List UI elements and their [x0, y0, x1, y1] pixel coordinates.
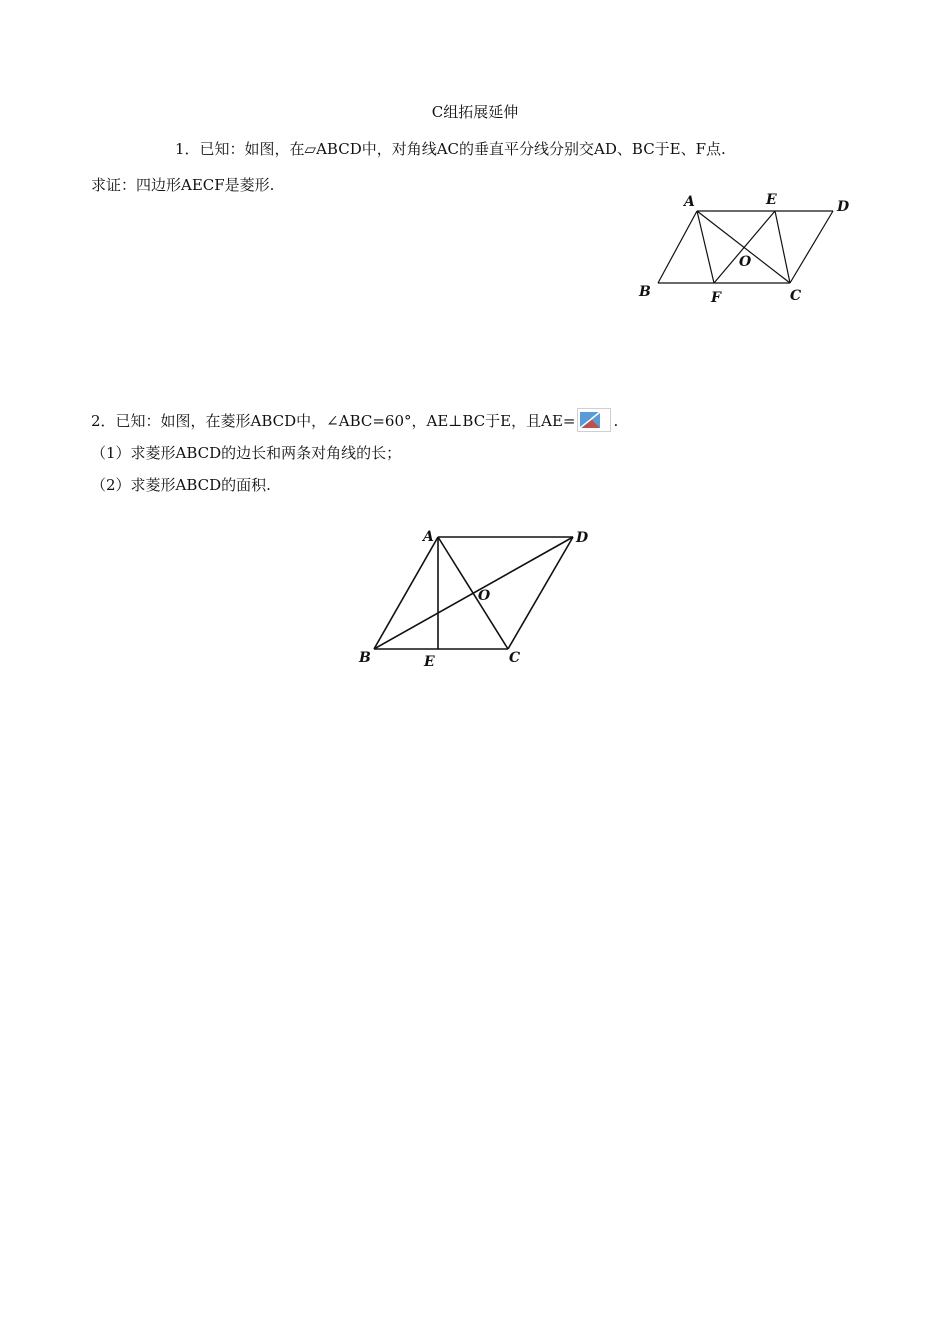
- edge-DC: [508, 537, 573, 649]
- problem2-part2: （2）求菱形ABCD的面积.: [91, 476, 271, 494]
- segment-EF: [714, 211, 775, 283]
- label-A: A: [684, 194, 695, 210]
- section-title: C组拓展延伸: [431, 103, 519, 121]
- problem2-part1: （1）求菱形ABCD的边长和两条对角线的长；: [91, 444, 402, 462]
- edge-AB: [374, 537, 438, 649]
- diagonal-BD: [374, 537, 573, 649]
- label-C: C: [790, 288, 802, 304]
- label-E: E: [424, 654, 435, 670]
- formula-image-icon: [577, 408, 611, 432]
- label-D: D: [576, 530, 589, 546]
- problem2-figure: [350, 522, 600, 677]
- label-O: O: [739, 254, 752, 270]
- problem1-prove: 求证：四边形AECF是菱形.: [91, 176, 275, 194]
- label-F: F: [711, 290, 721, 306]
- label-O: O: [478, 588, 491, 604]
- label-B: B: [639, 284, 651, 300]
- segment-EC: [775, 211, 790, 283]
- edge-DC: [790, 211, 833, 283]
- label-A: A: [423, 529, 434, 545]
- label-B: B: [359, 650, 371, 666]
- problem2-stem-end: .: [613, 412, 619, 430]
- problem1-given: 1．已知：如图，在▱ABCD中，对角线AC的垂直平分线分别交AD、BC于E、F点.: [175, 140, 726, 158]
- problem2-stem-text: 2．已知：如图，在菱形ABCD中，∠ABC=60°，AE⊥BC于E，且AE=: [91, 412, 576, 430]
- label-C: C: [509, 650, 521, 666]
- problem2-stem: [91, 410, 618, 434]
- label-D: D: [837, 199, 850, 215]
- problem1-figure: [630, 188, 860, 310]
- edge-AB: [658, 211, 697, 283]
- label-E: E: [766, 192, 777, 208]
